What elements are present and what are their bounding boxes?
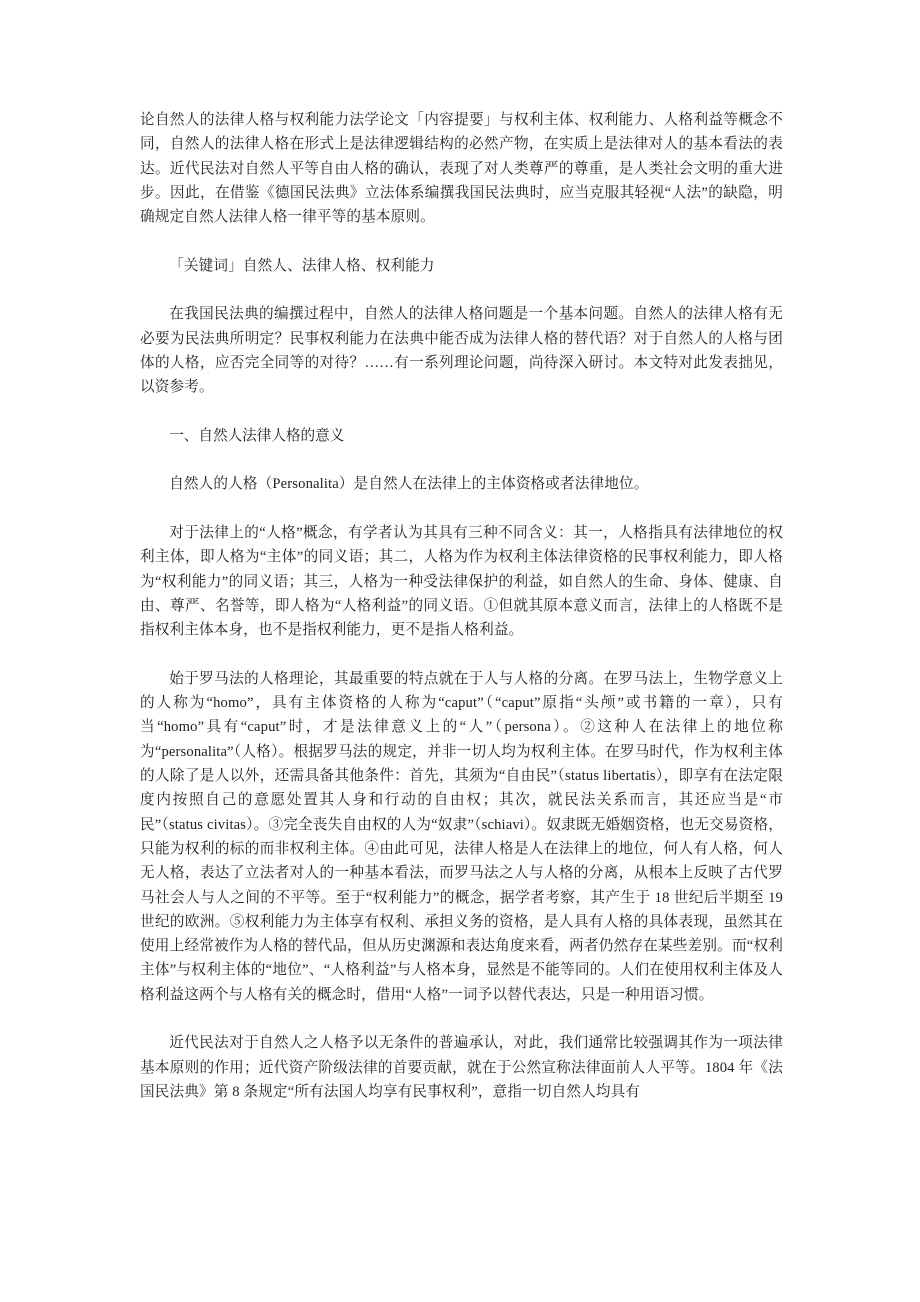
paragraph-abstract: 论自然人的法律人格与权利能力法学论文「内容提要」与权利主体、权利能力、人格利益等概念不同，自然人的法律人格在形式上是法律逻辑结构的必然产物，在实质上是法律对人的基本看法的表达。近代民法对自然人平等自由人格的确认，表现了对人类尊严的尊重，是人类社会文明的重大进步。因此，在借鉴《德国民法典》立法体系编撰我国民法典时，应当克服其轻视“人法”的缺隐，明确规定自然人法律人格一律平等的基本原则。 xyxy=(140,112,783,226)
paragraph-introduction: 在我国民法典的编撰过程中，自然人的法律人格问题是一个基本问题。自然人的法律人格有无必要为民法典所明定？民事权利能力在法典中能否成为法律人格的替代语？对于自然人的人格与团体的人格，应否完全同等的对待？……有一系列理论问题，尚待深入研讨。本文特对此发表拙见，以资参考。 xyxy=(140,306,783,396)
paragraph-modern-civil-law: 近代民法对于自然人之人格予以无条件的普遍承认，对此，我们通常比较强调其作为一项法律基本原则的作用；近代资产阶级法律的首要贡献，就在于公然宣称法律面前人人平等。1804 年《法国民法典》第 8 条规定“所有法国人均享有民事权利”，意指一切自然人均具有 xyxy=(140,1035,783,1100)
section-heading-1: 一、自然人法律人格的意义 xyxy=(169,427,345,444)
paragraph-gap xyxy=(140,448,783,472)
paragraph-gap xyxy=(140,643,783,667)
document-text-column xyxy=(140,108,783,1104)
paragraph-gap xyxy=(140,229,783,253)
paragraph-keywords: 「关键词」自然人、法律人格、权利能力 xyxy=(169,257,435,274)
paragraph-gap xyxy=(140,1007,783,1031)
paragraph-roman-law: 始于罗马法的人格理论，其最重要的特点就在于人与人格的分离。在罗马法上，生物学意义上的人称为“homo”，具有主体资格的人称为“caput”（“caput”原指“头颅”或书籍的一章），只有当“homo”具有“caput”时，才是法律意义上的“人”（persona）。②这种人在法律上的地位称为“personalita”（人格）。根据罗马法的规定，并非一切人均为权利主体。在罗马时代，作为权利主体的人除了是人以外，还需具备其他条件：首先，其须为“自由民”（status libertatis），即享有在法定限度内按照自己的意愿处置其人身和行动的自由权；其次，就民法关系而言，其还应当是“市民”（status civitas）。③完全丧失自由权的人为“奴隶”（schiavi）。奴隶既无婚姻资格，也无交易资格，只能为权利的标的而非权利主体。④由此可见，法律人格是人在法律上的地位，何人有人格，何人无人格，表达了立法者对人的一种基本看法，而罗马法之人与人格的分离，从根本上反映了古代罗马社会人与人之间的不平等。至于“权利能力”的概念，据学者考察，其产生于 18 世纪后半期至 19 世纪的欧洲。⑤权利能力为主体享有权利、承担义务的资格，是人具有人格的具体表现，虽然其在使用上经常被作为人格的替代品，但从历史渊源和表达角度来看，两者仍然存在某些差别。而“权利主体”与权利主体的“地位”、“人格利益”与人格本身，显然是不能等同的。人们在使用权利主体及人格利益这两个与人格有关的概念时，借用“人格”一词予以替代表达，只是一种用语习惯。 xyxy=(140,670,783,1003)
paragraph-three-meanings: 对于法律上的“人格”概念，有学者认为其具有三种不同含义：其一，人格指具有法律地位的权利主体，即人格为“主体”的同义语；其二，人格为作为权利主体法律资格的民事权利能力，即人格为“权利能力”的同义语；其三，人格为一种受法律保护的利益，如自然人的生命、身体、健康、自由、尊严、名誉等，即人格为“人格利益”的同义语。①但就其原本意义而言，法律上的人格既不是指权利主体本身，也不是指权利能力，更不是指人格利益。 xyxy=(140,525,783,639)
paragraph-gap xyxy=(140,497,783,521)
paragraph-personality-definition: 自然人的人格（Personalita）是自然人在法律上的主体资格或者法律地位。 xyxy=(169,476,649,493)
paragraph-gap xyxy=(140,278,783,302)
paragraph-gap xyxy=(140,400,783,424)
